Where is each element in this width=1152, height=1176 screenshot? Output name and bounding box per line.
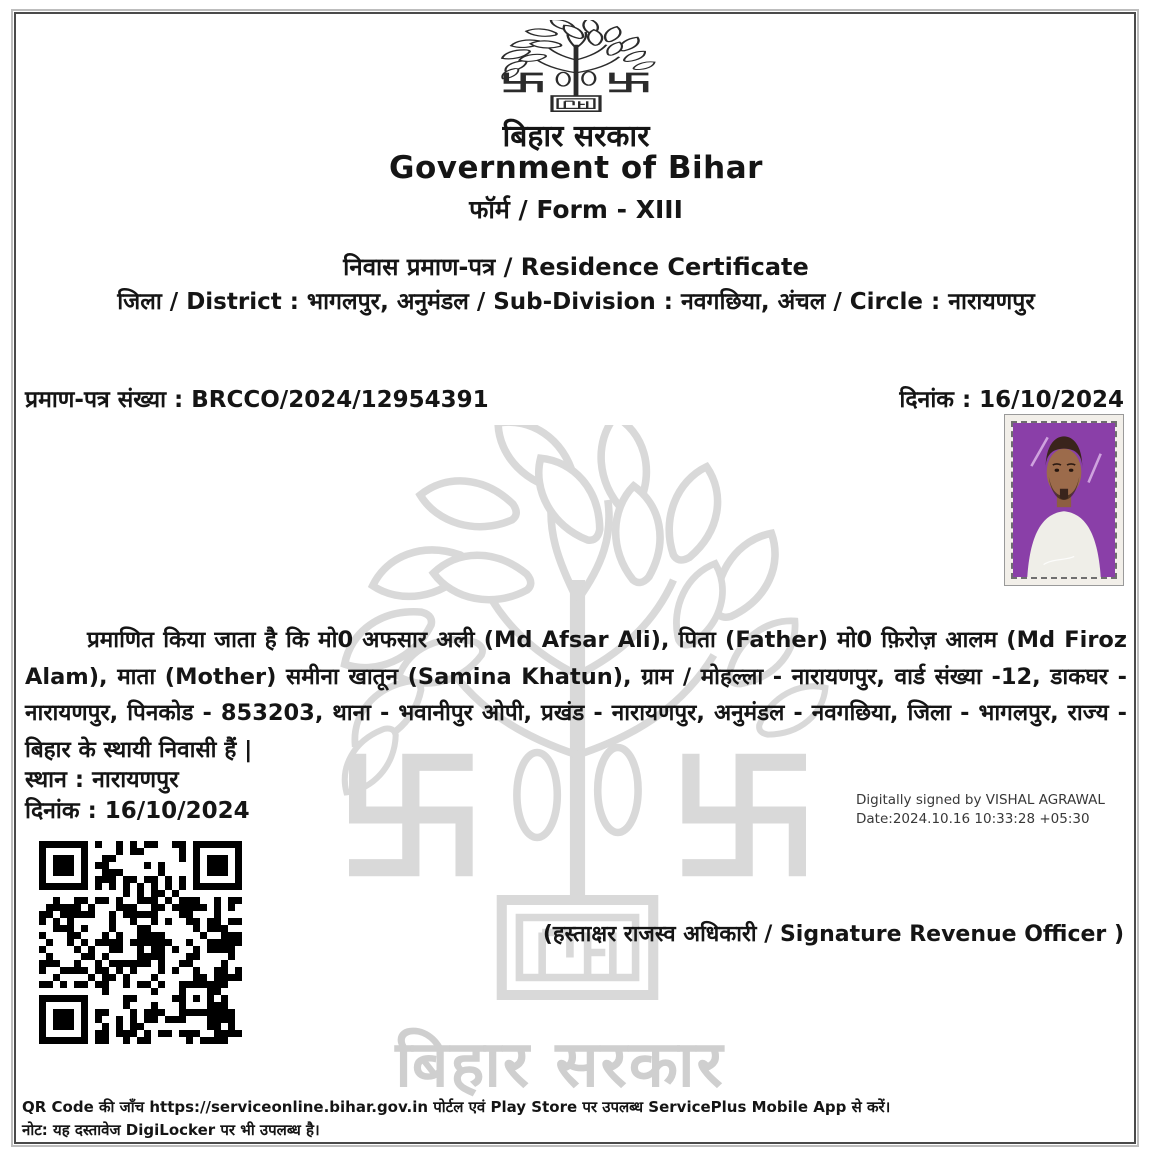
watermark-text: बिहार सरकार [395,1028,725,1102]
bihar-emblem-icon [496,20,656,116]
date-line: दिनांक : 16/10/2024 [25,798,250,824]
certificate-number: प्रमाण-पत्र संख्या : BRCCO/2024/12954391 [25,387,489,413]
applicant-photo [1004,414,1124,586]
district-subdivision-circle-line: जिला / District : भागलपुर, अनुमंडल / Sub-Division : नवगछिया, अंचल / Circle : नारायणपुर [117,289,1035,315]
government-title-hindi: बिहार सरकार [502,119,650,154]
issue-date: दिनांक : 16/10/2024 [899,387,1124,413]
certificate-body-paragraph: प्रमाणित किया जाता है कि मो0 अफसार अली (Md Afsar Ali), पिता (Father) मो0 फ़िरोज़ आलम (Md Firoz Alam), माता (Mother) समीना खातून (Samina Khatun), ग्राम / मोहल्ला - नारायणपुर, वार्ड संख्या -12, डाकघर - नारायणपुर, पिनकोड - 853203, थाना - भवानीपुर ओपी, प्रखंड - नारायणपुर, अनुमंडल - नवगछिया, जिला - भागलपुर, राज्य - बिहार के स्थायी निवासी हैं | [25,627,1127,763]
government-title-english: Government of Bihar [389,150,763,186]
place-line: स्थान : नारायणपुर [25,767,179,793]
qr-code [30,832,252,1054]
certificate-title: निवास प्रमाण-पत्र / Residence Certificate [343,253,809,281]
footer-notes [22,1096,1126,1142]
digital-signature-line1: Digitally signed by VISHAL AGRAWAL [856,792,1105,808]
digital-signature-note [856,791,1136,829]
footer-digilocker-note: नोट: यह दस्तावेज DigiLocker पर भी उपलब्ध है। [22,1121,320,1139]
footer-qr-verification-note: QR Code की जाँच https://serviceonline.bihar.gov.in पोर्टल एवं Play Store पर उपलब्ध ServicePlus Mobile App से करें। [22,1098,891,1116]
digital-signature-line2: Date:2024.10.16 10:33:28 +05:30 [856,811,1090,827]
applicant-photo-image [1011,421,1117,579]
revenue-officer-signature-line: (हस्ताक्षर राजस्व अधिकारी / Signature Revenue Officer ) [542,922,1124,947]
form-number-line: फॉर्म / Form - XIII [469,195,683,224]
